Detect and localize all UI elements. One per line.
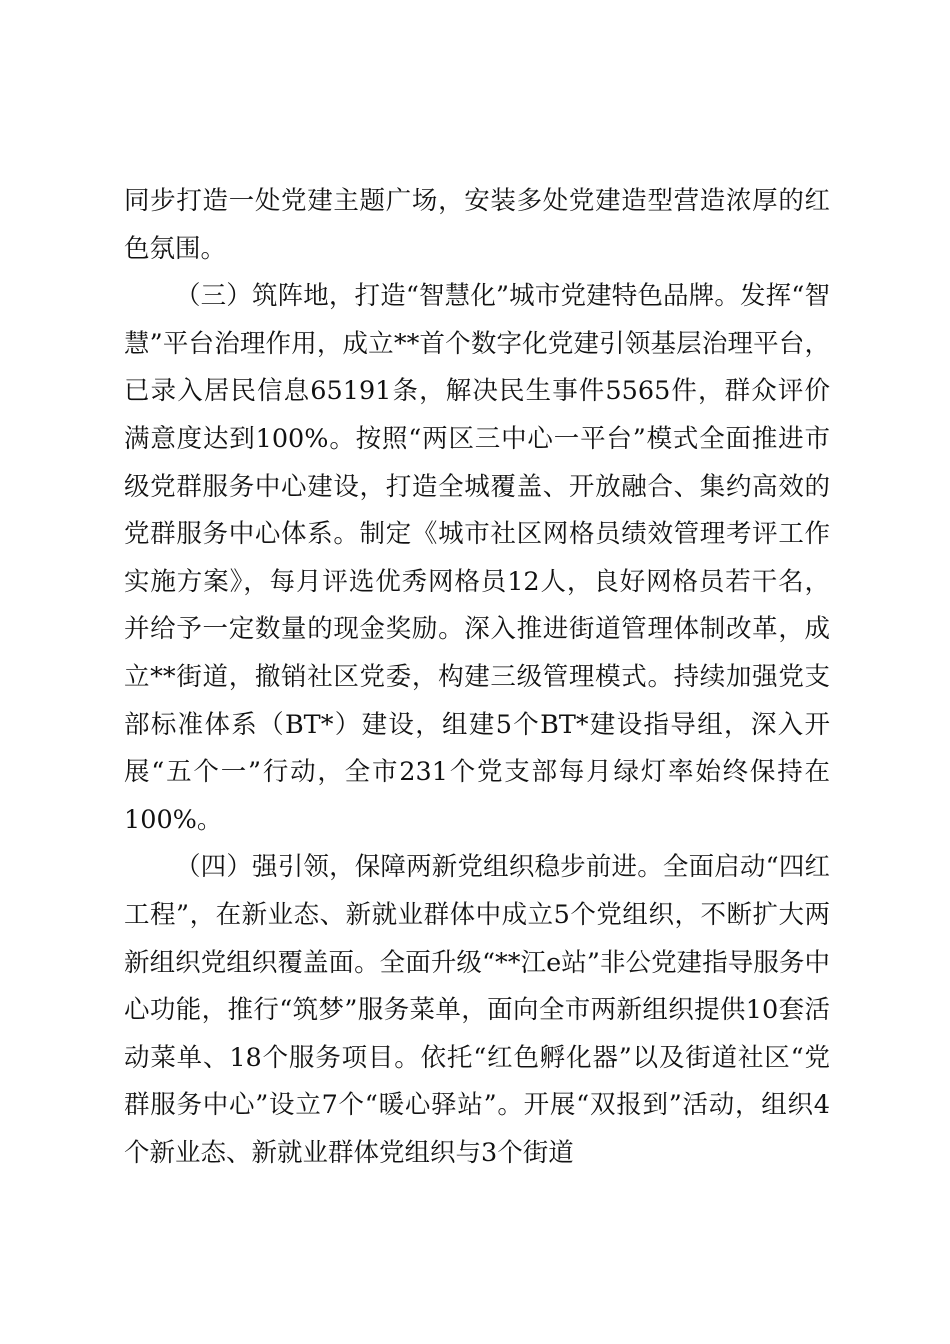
- paragraph-section-four: （四）强引领，保障两新党组织稳步前进。全面启动“四红工程”，在新业态、新就业群体中成立5个党组织，不断扩大两新组织党组织覆盖面。全面升级“**江e站”非公党建指导服务中心功能，推行“筑梦”服务菜单，面向全市两新组织提供10套活动菜单、18个服务项目。依托“红色孵化器”以及街道社区“党群服务中心”设立7个“暖心驿站”。开展“双报到”活动，组织4个新业态、新就业群体党组织与3个街道: [124, 852, 830, 1168]
- document-body: [124, 178, 830, 1177]
- paragraph-continuation: 同步打造一处党建主题广场，安装多处党建造型营造浓厚的红色氛围。: [124, 186, 830, 264]
- paragraph-section-three: （三）筑阵地，打造“智慧化”城市党建特色品牌。发挥“智慧”平台治理作用，成立**首个数字化党建引领基层治理平台，已录入居民信息65191条，解决民生事件5565件，群众评价满意度达到100%。按照“两区三中心一平台”模式全面推进市级党群服务中心建设，打造全城覆盖、开放融合、集约高效的党群服务中心体系。制定《城市社区网格员绩效管理考评工作实施方案》，每月评选优秀网格员12人，良好网格员若干名，并给予一定数量的现金奖励。深入推进街道管理体制改革，成立**街道，撤销社区党委，构建三级管理模式。持续加强党支部标准体系（BT*）建设，组建5个BT*建设指导组，深入开展“五个一”行动，全市231个党支部每月绿灯率始终保持在100%。: [124, 281, 830, 835]
